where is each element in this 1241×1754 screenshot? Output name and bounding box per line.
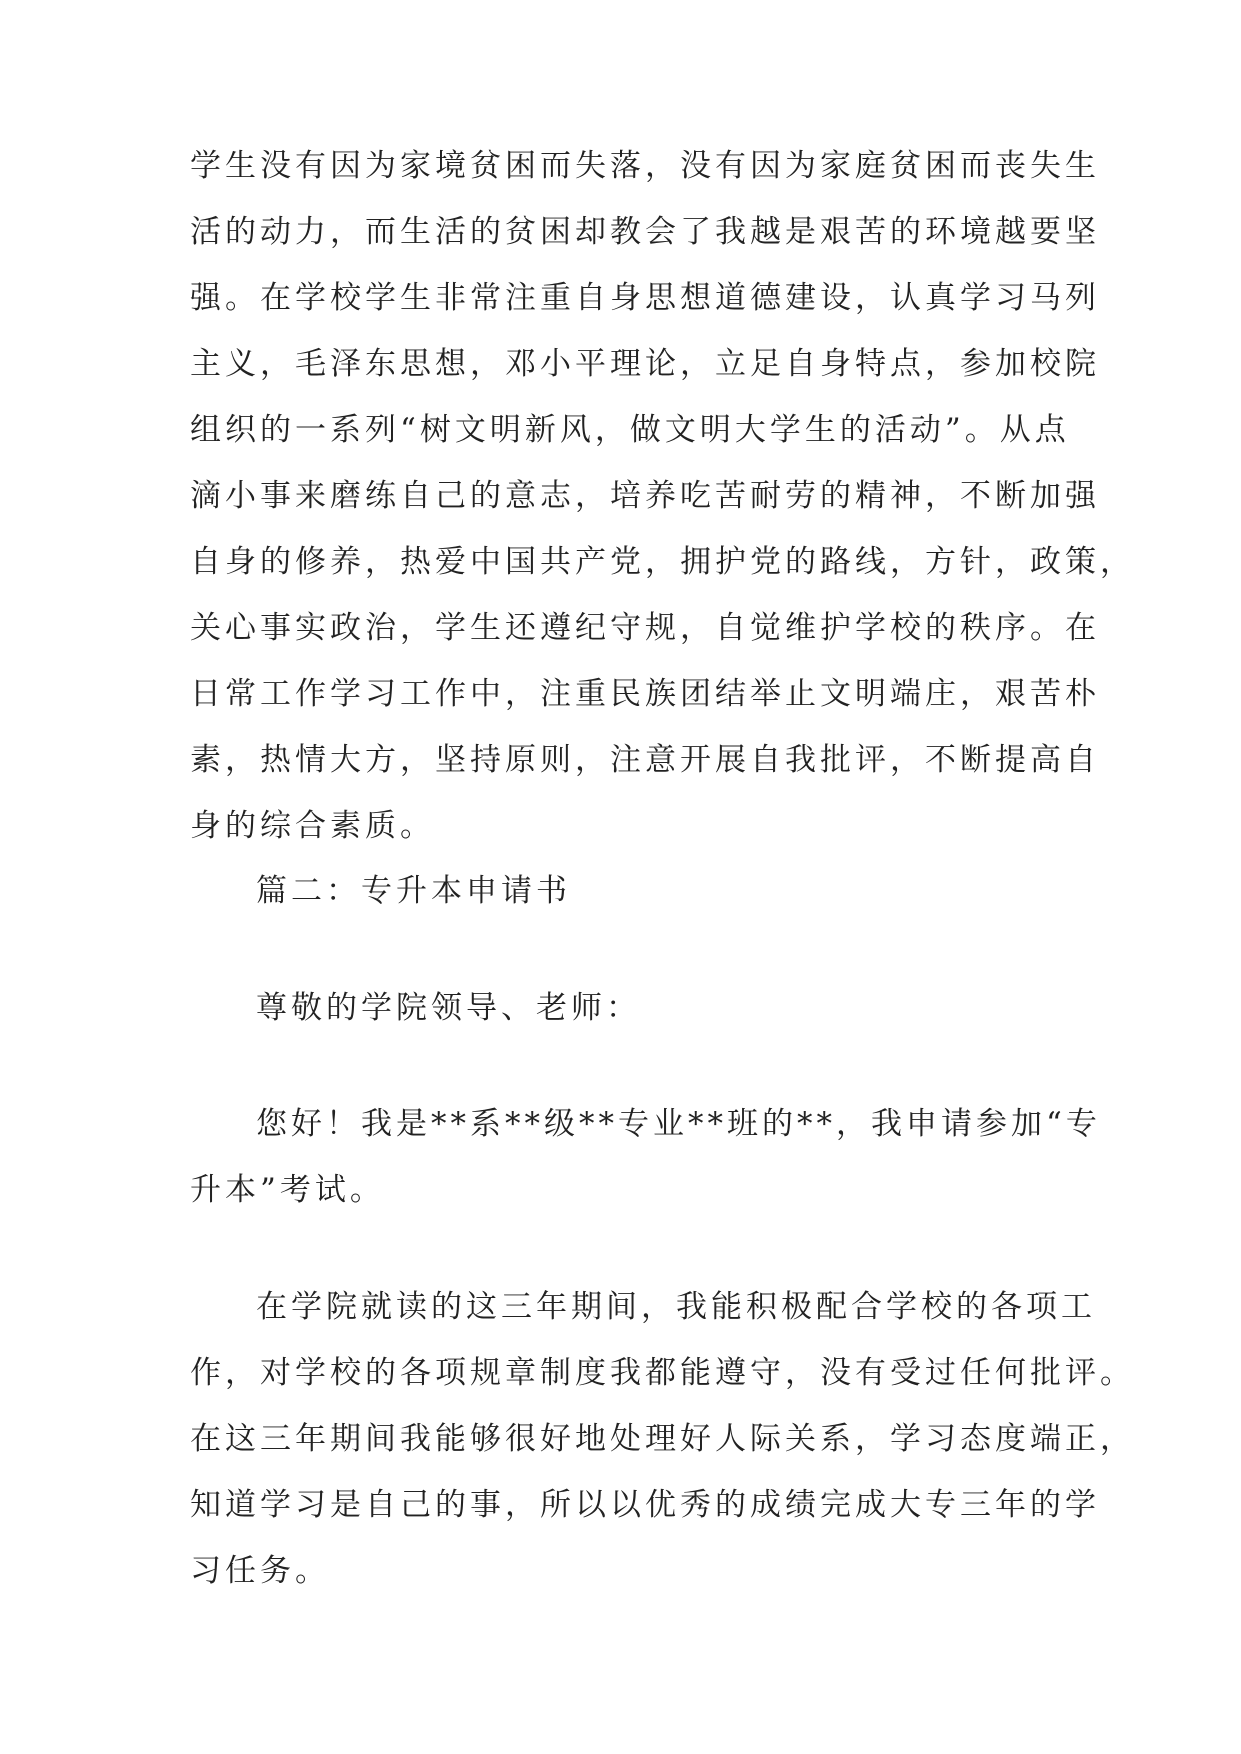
section-title xyxy=(190,858,1050,924)
text-line: 组织的一系列“树文明新风，做文明大学生的活动”。从点 xyxy=(190,412,1070,448)
text-line: 习任务。 xyxy=(190,1553,330,1589)
salutation xyxy=(190,975,1050,1041)
section-title-text: 篇二：专升本申请书 xyxy=(256,873,571,909)
text-line: 身的综合素质。 xyxy=(190,808,435,844)
text-line: 活的动力，而生活的贫困却教会了我越是艰苦的环境越要坚 xyxy=(190,214,1100,250)
text-line: 素，热情大方，坚持原则，注意开展自我批评，不断提高自 xyxy=(190,742,1100,778)
text-line: 滴小事来磨练自己的意志，培养吃苦耐劳的精神，不断加强 xyxy=(190,478,1100,514)
text-line: 强。在学校学生非常注重自身思想道德建设，认真学习马列 xyxy=(190,280,1100,316)
text-line: 学生没有因为家境贫困而失落，没有因为家庭贫困而丧失生 xyxy=(190,148,1100,184)
paragraph-body xyxy=(190,1274,1135,1604)
text-line: 日常工作学习工作中，注重民族团结举止文明端庄，艰苦朴 xyxy=(190,676,1100,712)
salutation-text: 尊敬的学院领导、老师： xyxy=(256,990,641,1026)
text-line: 您好！我是**系**级**专业**班的**，我申请参加“专 xyxy=(256,1106,1101,1142)
text-line: 知道学习是自己的事，所以以优秀的成绩完成大专三年的学 xyxy=(190,1487,1100,1523)
paragraph-greeting xyxy=(190,1091,1101,1223)
text-line: 升本”考试。 xyxy=(190,1172,385,1208)
text-line: 主义，毛泽东思想，邓小平理论，立足自身特点，参加校院 xyxy=(190,346,1100,382)
text-line: 关心事实政治，学生还遵纪守规，自觉维护学校的秩序。在 xyxy=(190,610,1100,646)
text-line: 在学院就读的这三年期间，我能积极配合学校的各项工 xyxy=(256,1289,1096,1325)
text-line: 作，对学校的各项规章制度我都能遵守，没有受过任何批评。 xyxy=(190,1355,1135,1391)
text-line: 自身的修养，热爱中国共产党，拥护党的路线，方针，政策， xyxy=(190,544,1135,580)
paragraph-intro-continuation xyxy=(190,133,1135,859)
text-line: 在这三年期间我能够很好地处理好人际关系，学习态度端正， xyxy=(190,1421,1135,1457)
